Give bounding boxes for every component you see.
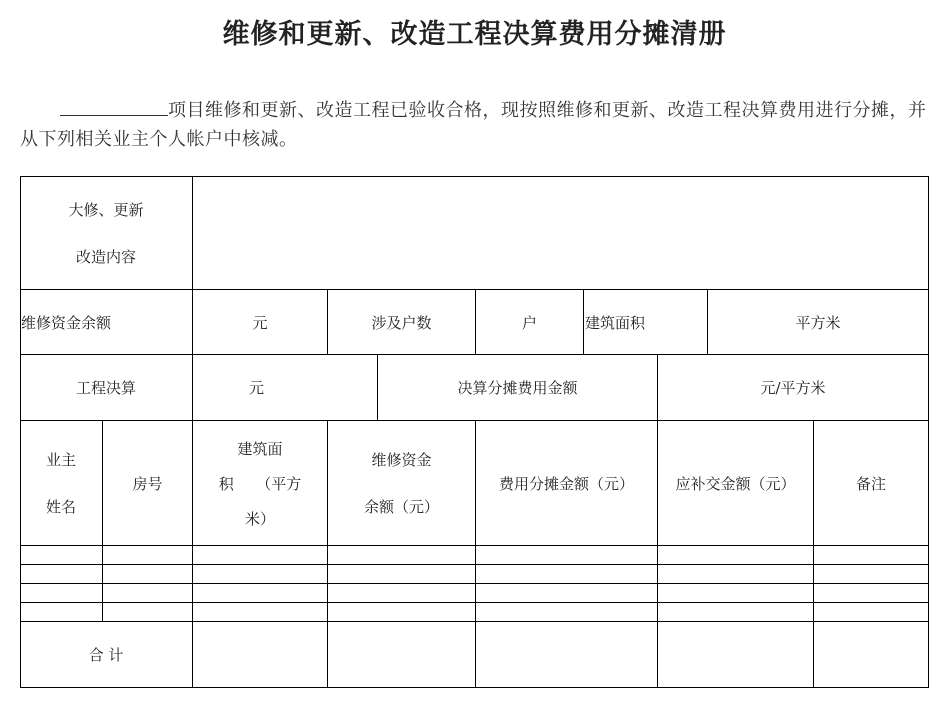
building-area-unit[interactable]: 平方米 (795, 313, 841, 332)
table-row[interactable] (21, 565, 928, 583)
intro-paragraph (20, 96, 932, 154)
table-row[interactable] (21, 584, 928, 602)
header-area-line1: 建筑面 (237, 439, 283, 458)
intro-text: 项目维修和更新、改造工程已验收合格，现按照维修和更新、改造工程决算费用进行分摊，并从下列相关业主个人帐户中核减。 (20, 100, 927, 150)
repair-content-field[interactable] (193, 177, 928, 289)
header-room-number: 房号 (132, 474, 163, 493)
table-row[interactable] (21, 603, 928, 621)
project-name-blank[interactable] (60, 97, 168, 116)
share-amount-label: 决算分摊费用金额 (457, 379, 578, 397)
header-owner-line2: 姓名 (45, 498, 76, 516)
settlement-label: 工程决算 (75, 379, 136, 397)
fund-balance-unit[interactable]: 元 (252, 313, 268, 332)
header-area-line2: 积 （平方 (218, 474, 302, 493)
header-area-line3: 米） (244, 509, 275, 528)
header-fund-line2: 余额（元） (363, 498, 439, 516)
header-owner-name (20, 421, 102, 545)
settlement-unit[interactable]: 元 (248, 379, 264, 397)
header-fund-line1: 维修资金 (371, 451, 432, 469)
header-building-area (193, 421, 327, 545)
households-label: 涉及户数 (371, 313, 432, 332)
households-unit[interactable]: 户 (521, 313, 537, 332)
header-owner-line1: 业主 (45, 451, 76, 469)
repair-content-label (20, 177, 192, 289)
table-row[interactable] (21, 546, 928, 564)
fund-balance-label: 维修资金余额 (21, 313, 112, 332)
total-label: 合 计 (88, 646, 124, 664)
table-border-right (928, 176, 929, 688)
share-amount-unit[interactable]: 元/平方米 (760, 379, 826, 397)
page-title: 维修和更新、改造工程决算费用分摊清册 (222, 19, 727, 50)
repair-content-label-line2: 改造内容 (75, 248, 136, 266)
header-fund-balance (328, 421, 475, 545)
table-col-divider (583, 289, 584, 355)
repair-content-label-line1: 大修、更新 (68, 201, 144, 219)
building-area-label: 建筑面积 (585, 313, 646, 332)
header-supplement-amount: 应补交金额（元） (675, 474, 796, 493)
header-remark: 备注 (855, 474, 886, 493)
header-share-amount: 费用分摊金额（元） (498, 474, 634, 493)
